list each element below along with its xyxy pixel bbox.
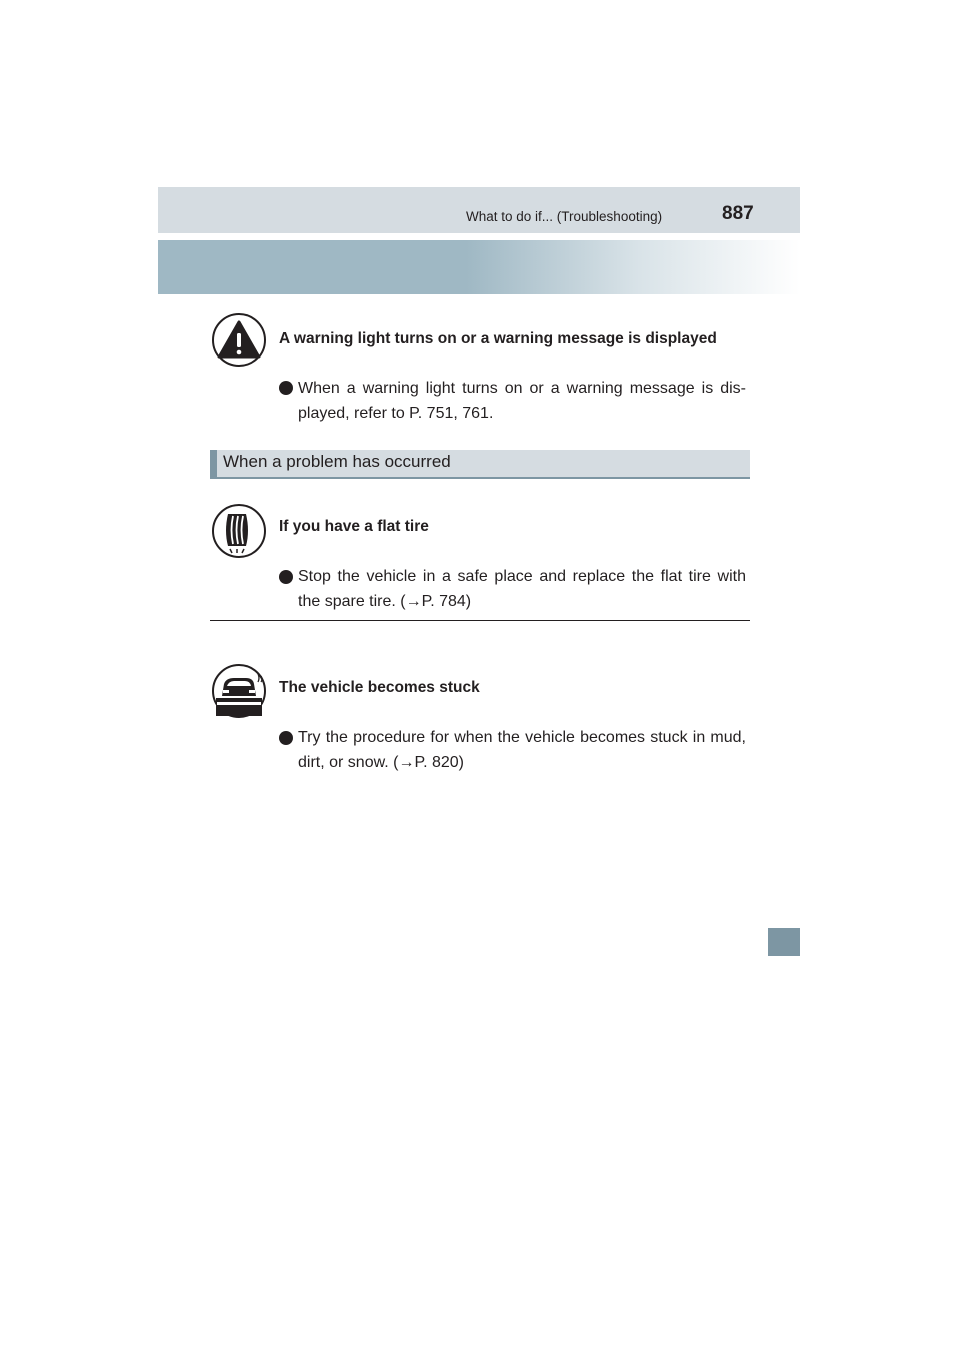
header-title: What to do if... (Troubleshooting) bbox=[466, 209, 663, 224]
divider bbox=[210, 620, 750, 621]
flat-tire-title: If you have a flat tire bbox=[279, 518, 429, 535]
chapter-tab bbox=[768, 928, 800, 956]
page-number: 887 bbox=[722, 203, 754, 224]
bullet bbox=[279, 731, 293, 745]
section-title: When a problem has occurred bbox=[223, 452, 451, 471]
bullet bbox=[279, 381, 293, 395]
flat-tire-text: Stop the vehicle in a safe place and replace the flat tire with the spare tire. (→P. 784) bbox=[298, 568, 746, 610]
flat-tire-icon bbox=[212, 504, 266, 558]
stuck-vehicle-icon bbox=[212, 664, 266, 718]
stuck-vehicle-title: The vehicle becomes stuck bbox=[279, 679, 480, 696]
warning-item-title: A warning light turns on or a warning message is displayed bbox=[279, 330, 717, 347]
stuck-vehicle-text: Try the procedure for when the vehicle becomes stuck in mud, dirt, or snow. (→P. 820) bbox=[298, 729, 746, 771]
warning-triangle-icon bbox=[212, 313, 266, 367]
bullet bbox=[279, 570, 293, 584]
title-band bbox=[158, 240, 800, 294]
warning-item-text: When a warning light turns on or a warning message is dis-played, refer to P. 751, 761. bbox=[298, 380, 746, 422]
section-accent bbox=[210, 450, 217, 477]
